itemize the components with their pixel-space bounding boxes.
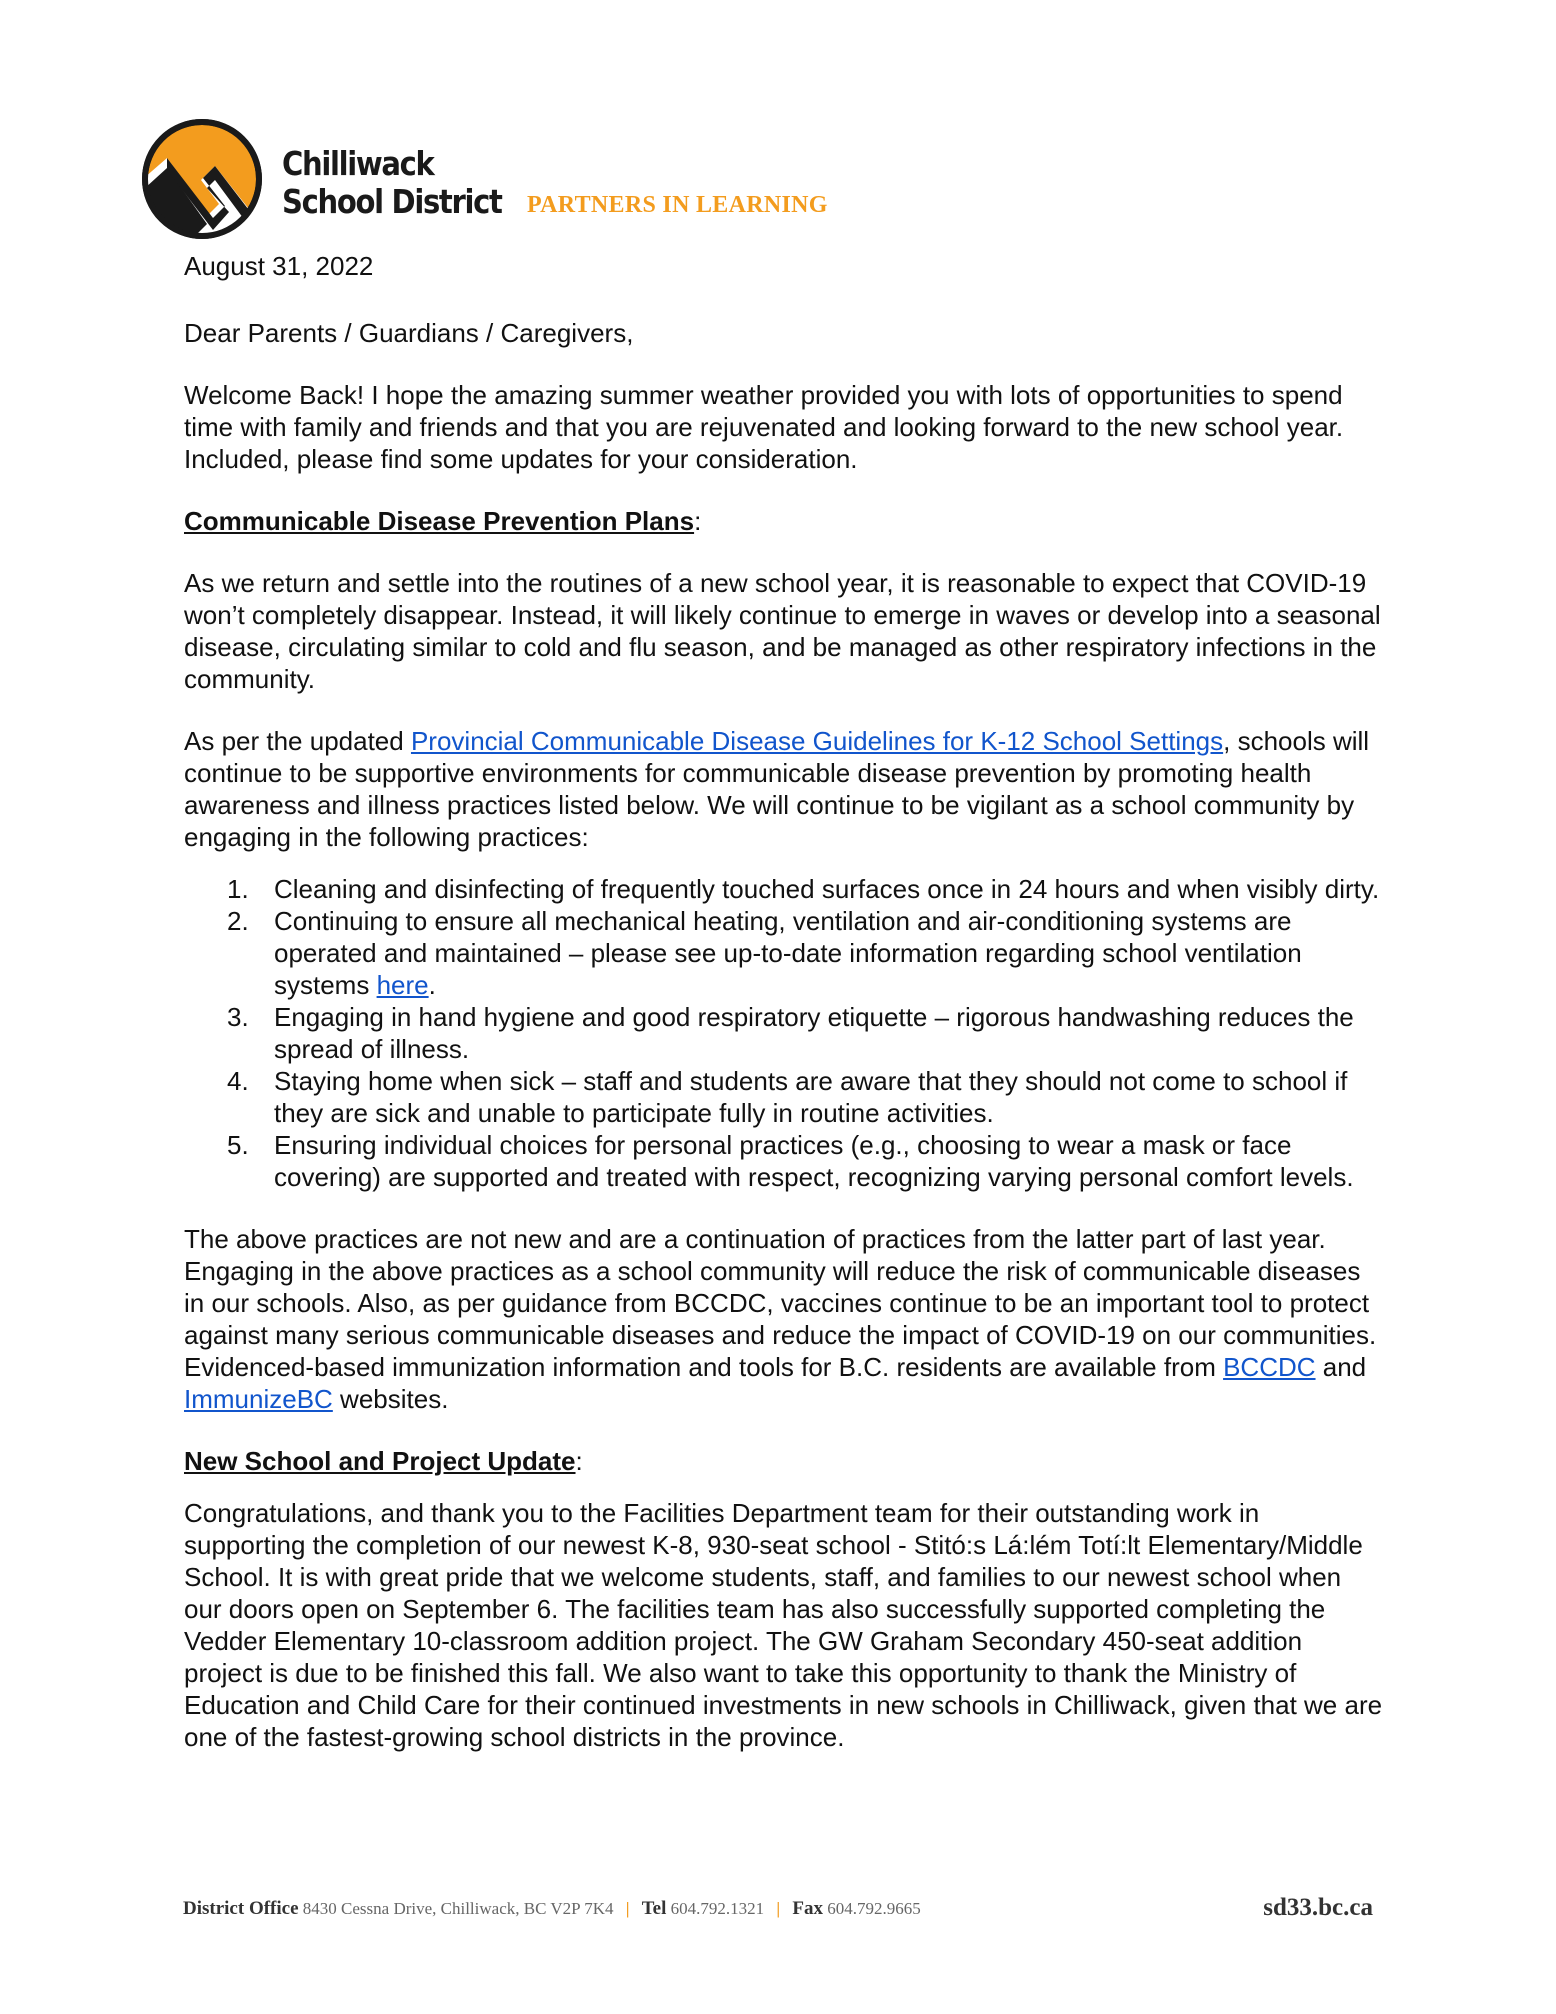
bccdc-link[interactable]: BCCDC xyxy=(1223,1352,1316,1382)
disease-paragraph-1: As we return and settle into the routines of a new school year, it is reasonable to expect that COVID-19 won’t completely disappear. Instead, it will likely continue to emerge in waves or develop into a seasonal disease, circulating similar to cold and flu season, and be managed as other respiratory infections in the community. xyxy=(184,568,1381,694)
list-number: 4. xyxy=(227,1066,249,1096)
org-name xyxy=(282,145,511,221)
letter-body xyxy=(184,250,1384,1753)
footer-fax-label: Fax xyxy=(792,1898,823,1919)
para-text: The above practices are not new and are a continuation of practices from the latter part of last year. Engaging in the above practices as a school community will reduce the risk of communicable diseases in our schools. Also, as per guidance from BCCDC, vaccines continue to be an important tool to protect against many serious communicable diseases and reduce the impact of COVID-19 on our communities. Evidenced-based immunization information and tools for B.C. residents are available from xyxy=(184,1224,1377,1382)
list-text: Continuing to ensure all mechanical heating, ventilation and air-conditioning systems are operated and maintained – please see up-to-date information regarding school ventilation systems xyxy=(274,906,1302,1000)
list-text: Ensuring individual choices for personal practices (e.g., choosing to wear a mask or face covering) are supported and treated with respect, recognizing varying personal comfort levels. xyxy=(274,1130,1354,1192)
section-heading-disease-prevention xyxy=(184,505,1384,537)
footer-separator: | xyxy=(776,1899,781,1918)
footer xyxy=(183,1894,1373,1921)
section-heading-new-school xyxy=(184,1445,1384,1477)
footer-website[interactable]: sd33.bc.ca xyxy=(1263,1894,1373,1921)
list-text: Engaging in hand hygiene and good respiratory etiquette – rigorous handwashing reduces the spread of illness. xyxy=(274,1002,1354,1064)
list-item xyxy=(184,905,1384,1001)
heading-colon: : xyxy=(694,506,702,536)
list-item xyxy=(184,1065,1384,1129)
org-name-line1: Chilliwack xyxy=(282,144,434,183)
list-item xyxy=(184,1129,1384,1193)
footer-separator: | xyxy=(625,1899,630,1918)
disease-paragraph-3 xyxy=(184,1223,1384,1415)
footer-office-label: District Office xyxy=(183,1898,299,1919)
tagline: PARTNERS IN LEARNING xyxy=(527,192,828,218)
footer-address: 8430 Cessna Drive, Chilliwack, BC V2P 7K4 xyxy=(302,1899,614,1918)
heading-colon: : xyxy=(575,1446,583,1476)
intro-paragraph: Welcome Back! I hope the amazing summer weather provided you with lots of opportunities to spend time with family and friends and that you are rejuvenated and looking forward to the new school year. Included, please find some updates for your consideration. xyxy=(184,380,1344,474)
list-number: 3. xyxy=(227,1002,249,1032)
list-text: Cleaning and disinfecting of frequently touched surfaces once in 24 hours and when visibly dirty. xyxy=(274,874,1380,904)
list-number: 5. xyxy=(227,1130,249,1160)
footer-tel: 604.792.1321 xyxy=(670,1899,765,1918)
heading-text: Communicable Disease Prevention Plans xyxy=(184,506,695,536)
practices-list xyxy=(184,873,1384,1193)
footer-fax: 604.792.9665 xyxy=(827,1899,921,1918)
para-text: , schools will continue to be supportive environments for communicable disease prevention by promoting health awareness and illness practices listed below. We will continue to be vigilant as a school community by engaging in the following practices: xyxy=(184,726,1370,852)
salutation: Dear Parents / Guardians / Caregivers, xyxy=(184,318,634,348)
mountain-circle-logo-icon xyxy=(137,114,267,244)
list-item xyxy=(184,1001,1384,1065)
para-text: As per the updated xyxy=(184,726,411,756)
list-number: 1. xyxy=(227,874,249,904)
list-text: Staying home when sick – staff and students are aware that they should not come to school if they are sick and unable to participate fully in routine activities. xyxy=(274,1066,1348,1128)
immunizebc-link[interactable]: ImmunizeBC xyxy=(184,1384,333,1414)
para-text: websites. xyxy=(332,1384,449,1414)
list-item xyxy=(184,873,1384,905)
disease-paragraph-2 xyxy=(184,725,1384,853)
footer-tel-label: Tel xyxy=(641,1898,667,1919)
guidelines-link[interactable]: Provincial Communicable Disease Guidelines for K-12 School Settings xyxy=(410,726,1224,756)
para-text: and xyxy=(1315,1352,1367,1382)
heading-text: New School and Project Update xyxy=(184,1446,576,1476)
list-text-end: . xyxy=(428,970,436,1000)
list-number: 2. xyxy=(227,906,249,936)
org-name-line2: School District xyxy=(282,182,502,221)
ventilation-here-link[interactable]: here xyxy=(376,970,429,1000)
new-school-paragraph: Congratulations, and thank you to the Facilities Department team for their outstanding work in supporting the completion of our newest K-8, 930-seat school - Stitó:s Lá:lém Totí:lt Elementary/Middle School. It is with great pride that we welcome students, staff, and families to our newest school when our doors open on September 6. The facilities team has also successfully supported completing the Vedder Elementary 10-classroom addition project. The GW Graham Secondary 450-seat addition project is due to be finished this fall. We also want to take this opportunity to thank the Ministry of Education and Child Care for their continued investments in new schools in Chilliwack, given that we are one of the fastest-growing school districts in the province. xyxy=(184,1498,1383,1752)
letter-date: August 31, 2022 xyxy=(184,251,374,281)
